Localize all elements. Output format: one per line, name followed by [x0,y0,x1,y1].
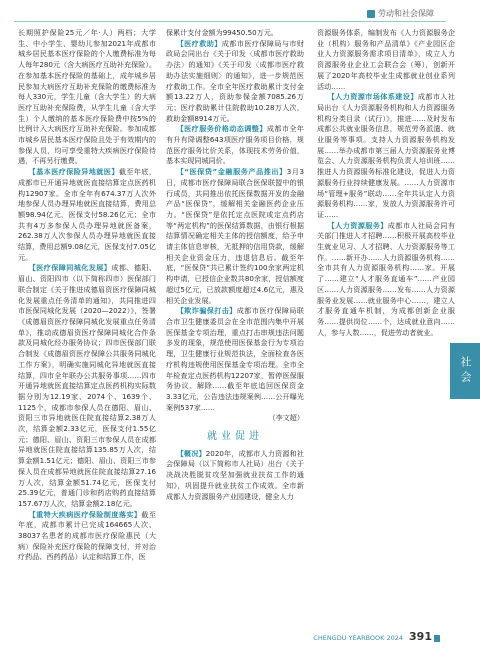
section-heading: 【基本医疗保险异地就医】 [28,167,119,177]
paragraph-text: 成都市医疗保障局联合市卫生健康委员会在全市范围内集中开展医保基金专项治理，重点打击串规违法问题多发的现象，规范使用医保基金行为专项治理，卫生健康行业规范执法，全面检查各医疗机构违规使用医保基金专项治理。全市全年检查定点医药机构12207家，暂停医保服务协议、解除……截至年底追回医保资金3.33亿元，公告违法违规案例……公开曝光案例537家…… [166,306,305,412]
paragraph [166,124,304,167]
paragraph-text: 成都市全年有升有降调整643项医疗服务项目价格，规范医疗服务比价关系，体现技术劳务价值，基本实现同城同价。 [166,124,305,166]
section-heading: 【重特大疾病医疗保险制度落实】 [28,509,142,519]
paragraph: 保累计支付金额为99450.50万元。 [166,28,278,37]
section-title: 就业促进 [207,431,263,443]
paragraph-text: 截至年底，成都市累计已完成164665人次、38037名患者的成都市医疗保险惠民（大病）保险补充医疗保险的保障支付，并对治疗药品、西药药品）认定和结算工作，医 [18,509,157,562]
side-tab: 社会 [450,343,480,399]
paragraph [18,510,156,564]
header-title: 劳动和社会保障 [378,9,434,18]
section-heading: 【人力资源服务】 [327,220,388,230]
paragraph [18,167,156,263]
paragraph: 长期照护保险25元／年·人）两档；大学生、中小学生、婴幼儿参加2021年成都市城乡居民基本医疗保险的个人缴费标准为每人每年280元（含大病医疗互助补充保险）。在参加基本医疗保险的基础上，成年城乡居民参加大病医疗互助补充保险的缴费标准为每人330元，学生儿童（含大学生）的大病医疗互助补充保险费，从学生儿童（含大学生）个人缴纳的基本医疗保险费中按5%的比例计入大病医疗互助补充保险。参加成都市城乡居民基本医疗保险且处于有效期内的参保人员，均可享受重特大疾病医疗保险待遇，不再另行缴费。 [18,28,156,166]
paragraph-text: 成都市医疗保障局与市财政局会同出台《关于印发〈成都市医疗救助办法〉的通知》《关于印发〈成都市医疗救助办法实施细则〉的通知》，进一步规范医疗救助工作。全市全年医疗救助累计支付金额13.22万人，资助参保金额7085.26万元；医疗救助累计住院救助10.28万人次，救助金额8914万元。 [166,38,305,123]
page-number: 391 [409,630,432,643]
section-heading: 【医疗救助】 [176,38,222,48]
paragraph-text: 3月3日，成都市医疗保障局联合医保联盟中的银行成员，共同推出依托医保数据开发的金融产品“医保贷”，缓解相关金融医药企业压力。“医保贷”是依托定点医院或定点药店等“两定机构”的医保结算数据，由银行根据结算情况确定相关主体的授信额度，给予申请主体信息审核，无抵押的信用贷款，缓解相关企业资金压力，违退信息后。截至年底，“医保贷”共已累计签约100余家两定机构申请，已授信企业数共80余家，授信额度超过5亿元，已放款额度超过4.6亿元，惠及相关企业发展。 [166,167,304,305]
page-header [367,8,434,19]
paragraph: 资源服务体系，编制发布《人力资源服务企业（机构）服务和产品清单》《产业园区企业人力资源服务需求项目清单》，成立人力资源服务业企业工会联合会（筹），创新开展了2020年高校毕业生成都就业创业系列活动…… [317,28,455,91]
page-marker-icon [434,635,440,642]
paragraph-text: 2020年，成都市人力资源和社会保障局（以下简称市人社局）出台《关于决战决胜脱贫攻坚加强就业扶贫工作的通知》，巩固提升就业扶贫工作成效。全市新成都人力资源服务产业园建设，健全人力 [166,448,305,501]
page-footer [313,630,440,643]
section-heading: 【医疗保障同城化发展】 [28,263,112,273]
footer-yearbook: CHENGDU YEARBOOK 2024 [313,634,404,642]
paragraph [317,92,455,220]
paragraph [317,221,455,339]
column-3 [317,28,455,338]
column-1 [18,28,156,563]
paragraph-text: 成都市人社局出台《人力资源服务机构和人力资源服务机构分类目录（试行）》，推进……及时发布成都公共就业服务信息，规范劳务派遣、就业服务等事项。支持人力资源服务机构发展……举办成都市第三届人力资源服务业博览会、人力资源服务机构负责人培训班……推进人力资源服务标准化建设，促进人力资源服务行业持续健康发展。……人力资源市场“管理+服务”联动……全年共认定人力资源服务机构……家，发放人力资源服务许可证…… [317,92,456,219]
header-rule [14,21,446,22]
column-2 [166,28,304,502]
paragraph-text: 成都市人社局会同有关部门推进人才招聘……积极开展高校毕业生就业见习、人才招聘、人力资源服务等工作。……新开办……人力资源服务机构……全市共有人力资源服务机构……家。开展了……建立“人才服务直通车”……产业园区……人力资源服务……发布……人力资源服务业发展……就业服务中心……，建立人才服务直通车机制，为成都创新企业服务……提供岗位……个，达成就业意向……人，参与人数……，促进劳动者就业。 [317,220,456,337]
section-heading: 【人力资源市场体系建设】 [327,92,418,102]
paragraph [166,449,304,503]
section-icon [367,10,375,18]
section-heading: 【欺诈骗保打击】 [176,306,237,316]
author-signature: （李文超） [268,413,304,423]
paragraph [166,306,304,413]
paragraph [166,167,304,306]
section-heading: 【医疗服务价格动态调整】 [176,124,267,134]
paragraph-text: 截至年底，成都市已开通异地就医直接结算定点医药机构12907家。全市全年有674.37万人次外地参保人员办理异地就医直接结算，费用总额98.94亿元，医保支付58.26亿元；全市共有4万多参保人员办理异地就医备案，262.38万人次参保人员办理异地就医直接结算，费用总额9.08亿元，医保支付7.05亿元。 [18,167,157,262]
section-heading: 【概况】 [176,448,206,458]
paragraph [166,39,304,125]
section-heading: 【“医保贷”金融服务产品推出】 [176,167,287,177]
paragraph [18,263,156,509]
paragraph-text: 成都、德阳、眉山、资阳四市（以下简称四市）医保部门联合制定《关于推进成德眉资医疗保障同城化发展重点任务清单的通知》，共同推进四市医保同城化发展（2020—2022）》，签署《成德眉资医疗保障同城化发展重点任务清单》，推动成德眉资医疗保障同城化合作条款及同城化经办服务协议；四市医保部门联合制发《成德眉资医疗保障公共服务同城化工作方案》，明确实施同城化异地就医直接结算，四市全年联办公共服务事项……四市开通异地就医直接结算定点医药机构实际数据分别为12.19家、2074个、1639个、1125个，成都市参保人员在德阳、眉山、资阳三市异地就医住院直接结算2.38万人次，结算金额2.33亿元，医保支付1.55亿元；德阳、眉山、资阳三市参保人员在成都异地就医住院直接结算135.85万人次，结算金额1.51亿元；德阳、眉山、资阳三市参保人员在成都异地就医住院直接结算27.16万人次，结算金额51.74亿元，医保支付25.39亿元，普通门诊和药店购药直接结算157.67万人次，结算金额2.18亿元。 [18,263,157,508]
